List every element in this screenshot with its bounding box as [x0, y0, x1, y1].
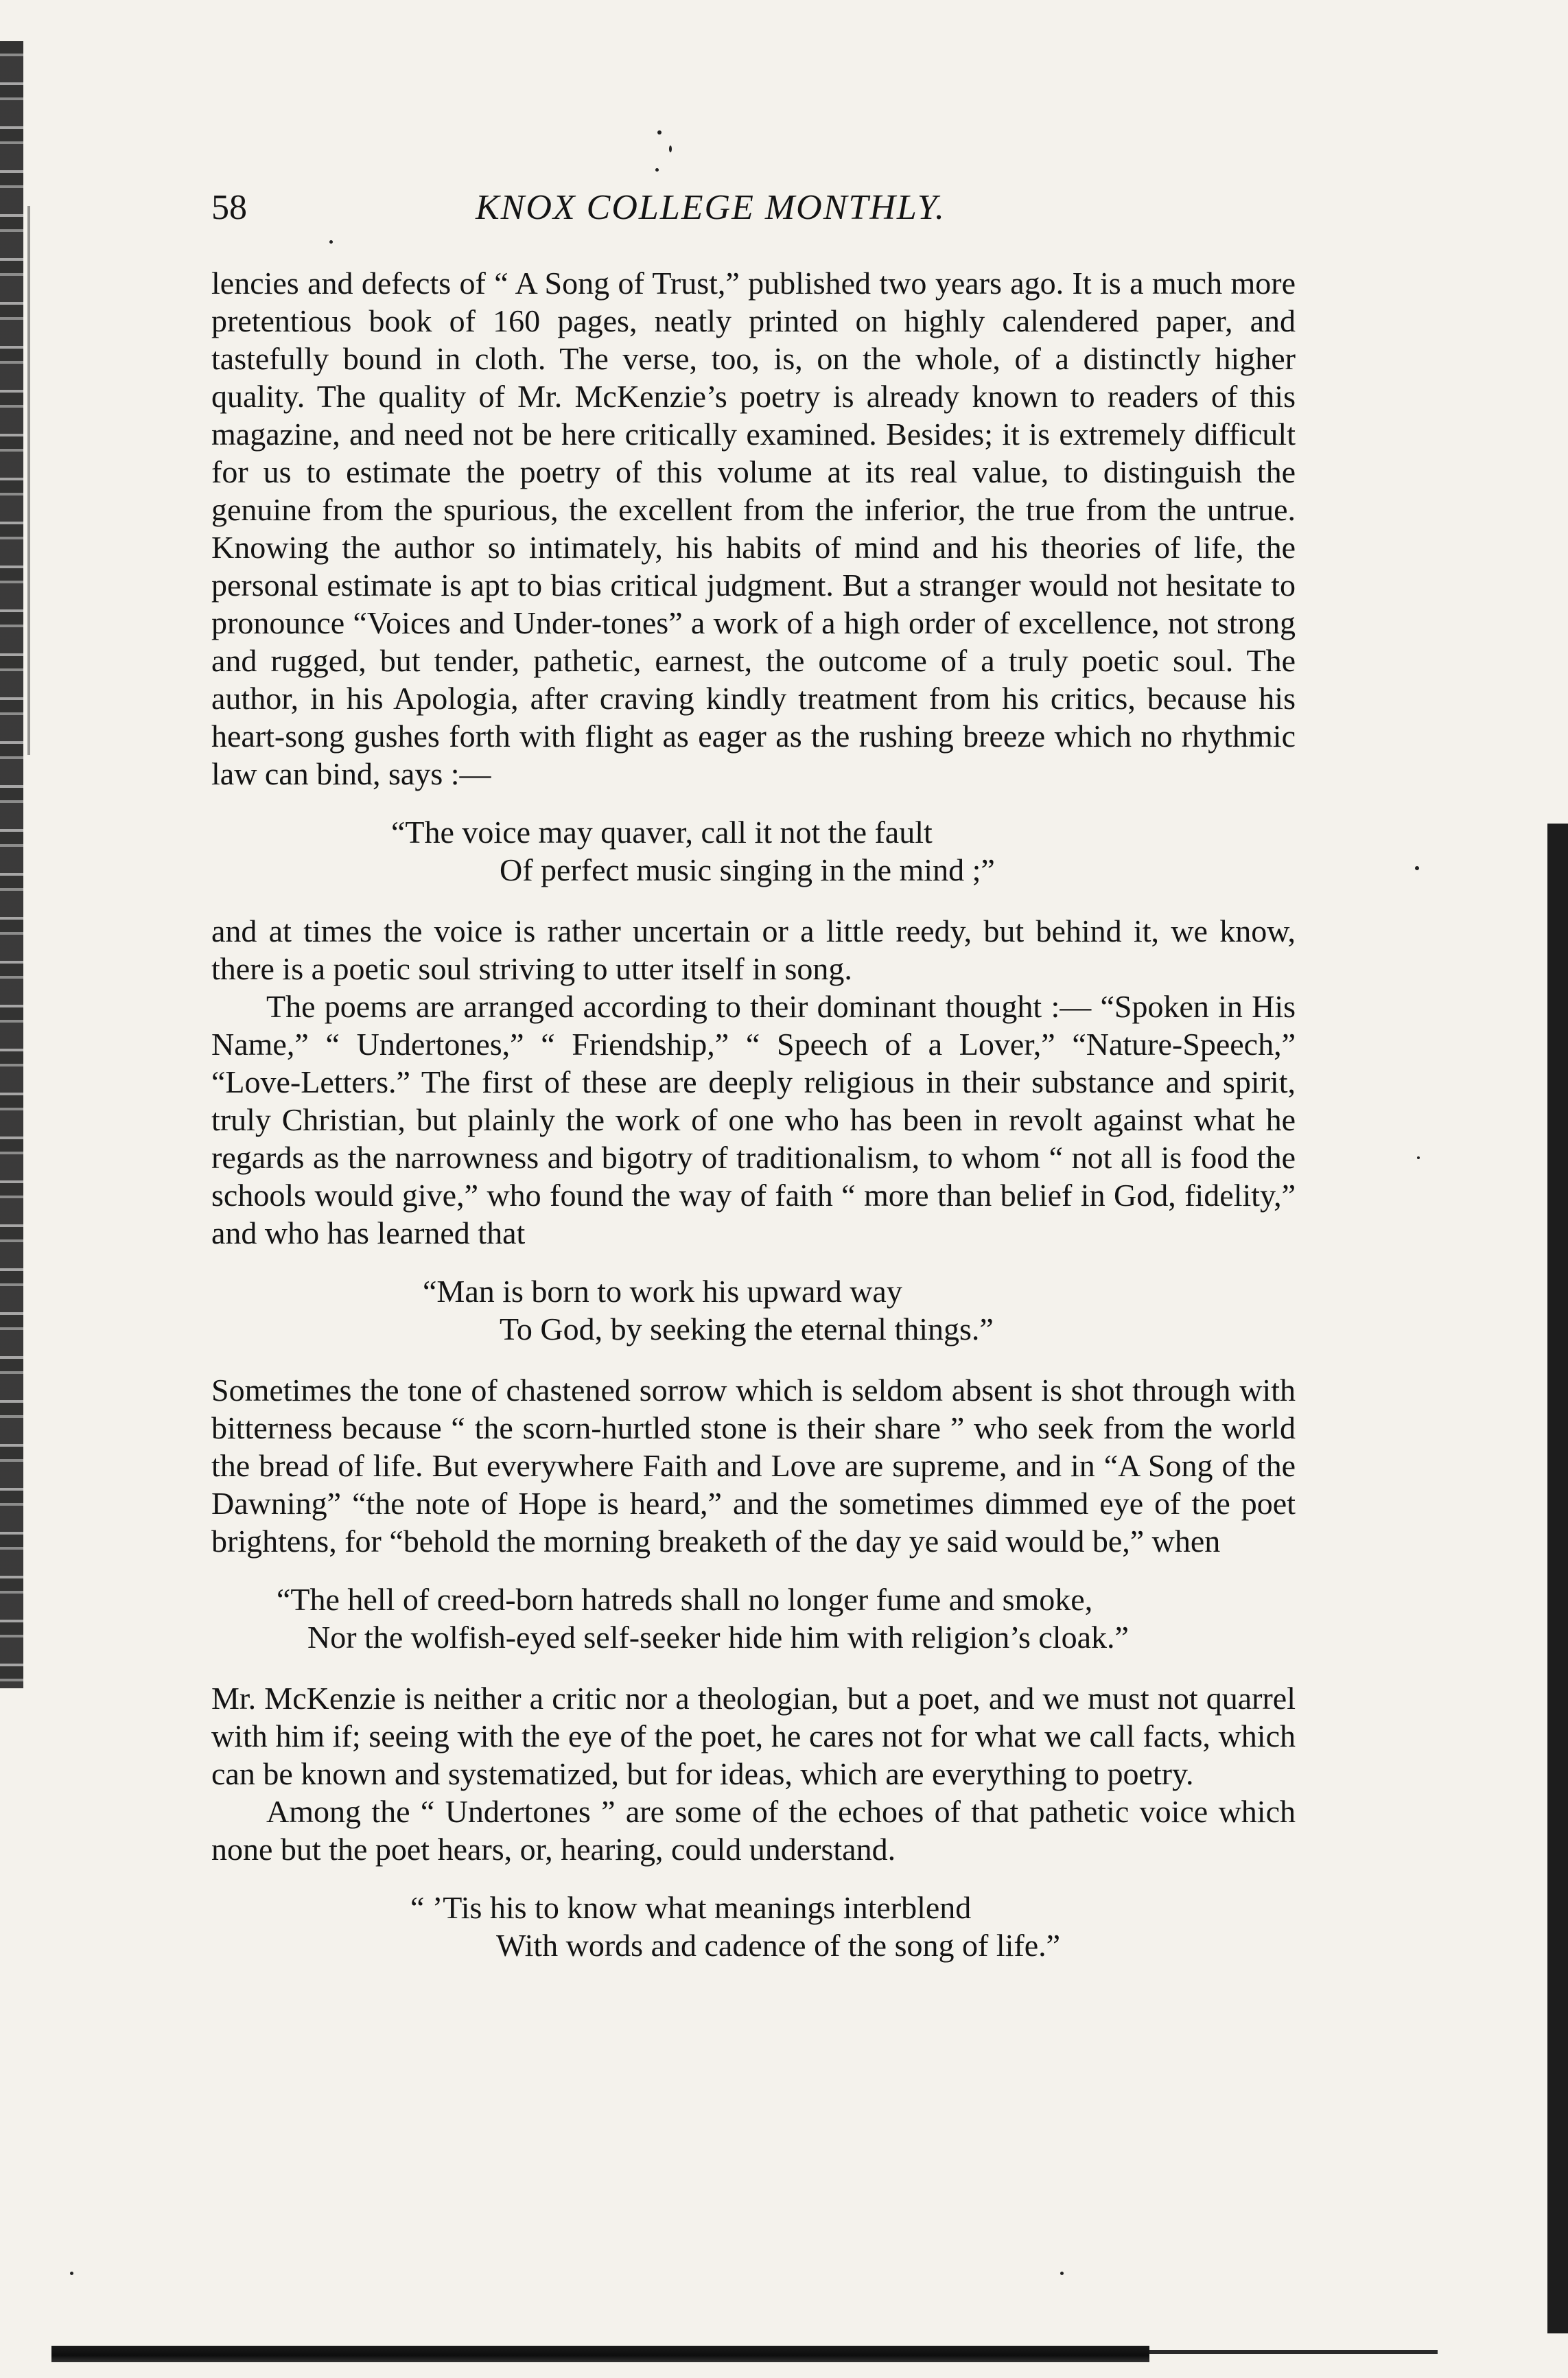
verse-line: “The voice may quaver, call it not the fault	[391, 815, 933, 850]
journal-title: KNOX COLLEGE MONTHLY.	[476, 188, 946, 227]
verse-line: Of perfect music singing in the mind ;”	[500, 852, 995, 887]
verse-line: With words and cadence of the song of life.”	[496, 1928, 1061, 1963]
scan-speck	[70, 2272, 73, 2275]
paragraph: Among the “ Undertones ” are some of the echoes of that pathetic voice which none but the poet hears, or, hearing, could understand.	[211, 1794, 1296, 1867]
binding-edge-line	[27, 206, 30, 755]
verse-quote	[211, 1272, 1296, 1348]
paragraph: Sometimes the tone of chastened sorrow which is seldom absent is shot through with bitterness because “ the scorn-hurtled stone is their share ” who seek from the world the bread of life. But everywhere Faith and Love are supreme, and in “A Song of the Dawning” “the note of Hope is heard,” and the sometimes dimmed eye of the poet brightens, for “behold the morning breaketh of the day ye said would be,” when	[211, 1373, 1296, 1559]
article-body	[211, 264, 1296, 1988]
verse-line: “The hell of creed-born hatreds shall no longer fume and smoke,	[277, 1582, 1093, 1617]
bottom-rule-thin	[1149, 2350, 1438, 2354]
verse-quote	[211, 1889, 1296, 1964]
page-number: 58	[211, 188, 247, 227]
verse-quote	[211, 813, 1296, 889]
verse-line: To God, by seeking the eternal things.”	[500, 1312, 994, 1347]
bottom-rule	[51, 2346, 1149, 2362]
paragraph: Mr. McKenzie is neither a critic nor a theologian, but a poet, and we must not quarrel with him if; seeing with the eye of the poet, he cares not for what we call facts, which can be known and systematized, but for ideas, which are everything to poetry.	[211, 1681, 1296, 1791]
paragraph: and at times the voice is rather uncertain or a little reedy, but behind it, we know, there is a poetic soul striving to utter itself in song.	[211, 913, 1296, 986]
running-head	[211, 184, 1282, 232]
paragraph: lencies and defects of “ A Song of Trust,” published two years ago. It is a much more pretentious book of 160 pages, neatly printed on highly calendered paper, and tastefully bound in cloth. The verse, too, is, on the whole, of a distinctly higher quality. The quality of Mr. McKenzie’s poetry is already known to readers of this magazine, and need not be here critically examined. Besides; it is extremely difficult for us to estimate the poetry of this volume at its real value, to distinguish the genuine from the spurious, the excellent from the inferior, the true from the untrue. Knowing the author so intimately, his habits of mind and his theories of life, the personal estimate is apt to bias critical judgment. But a stranger would not hesitate to pronounce “Voices and Under-tones” a work of a high order of excellence, not strong and rugged, but tender, pathetic, earnest, the outcome of a truly poetic soul. The author, in his Apologia, after craving kindly treatment from his critics, because his heart-song gushes forth with flight as eager as the rushing breeze which no rhythmic law can bind, says :—	[211, 266, 1296, 791]
binding-edge-shadow	[0, 41, 23, 1688]
verse-quote	[211, 1581, 1296, 1656]
verse-line: “ ’Tis his to know what meanings interblend	[410, 1890, 972, 1925]
paragraph: The poems are arranged according to their dominant thought :— “Spoken in His Name,” “ Undertones,” “ Friendship,” “ Speech of a Lover,” “Nature-Speech,” “Love-Letters.” The first of these are deeply religious in their substance and spirit, truly Christian, but plainly the work of one who has been in revolt against what he regards as the narrowness and bigotry of traditionalism, to whom “ not all is food the schools would give,” who found the way of faith “ more than belief in God, fidelity,” and who has learned that	[211, 989, 1296, 1250]
scan-speck	[669, 145, 672, 152]
verse-line: Nor the wolfish-eyed self-seeker hide him with religion’s cloak.”	[307, 1620, 1129, 1655]
scan-speck	[1060, 2272, 1064, 2275]
verse-line: “Man is born to work his upward way	[423, 1274, 902, 1309]
scan-speck	[655, 168, 659, 172]
scan-speck	[1417, 1156, 1420, 1159]
scan-speck	[1415, 866, 1419, 870]
right-edge-shadow	[1547, 824, 1568, 2333]
scan-speck	[329, 240, 333, 244]
scan-speck	[657, 130, 662, 135]
